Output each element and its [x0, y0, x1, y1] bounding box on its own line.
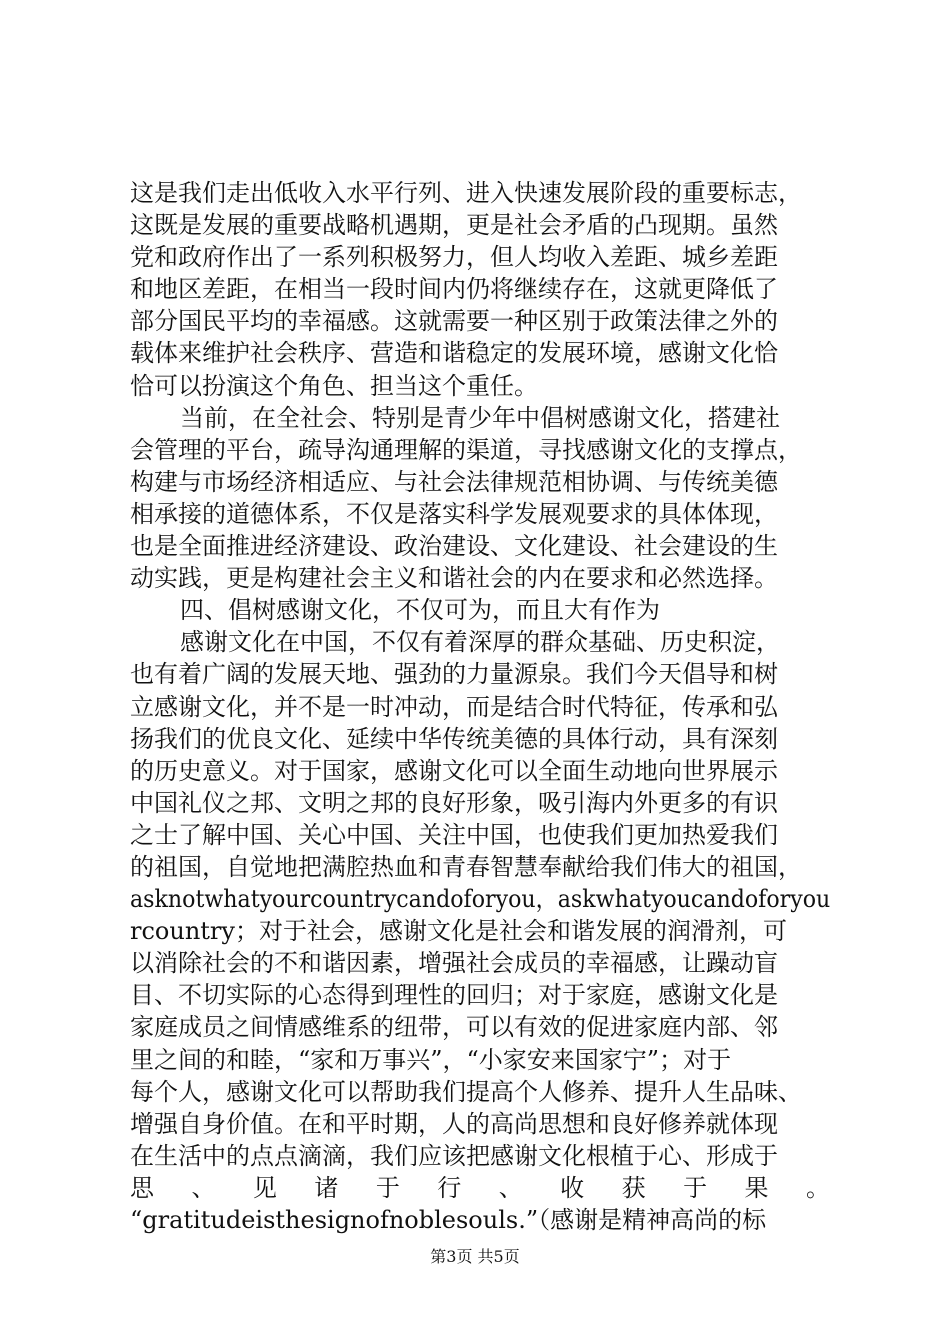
text-line: “gratitudeisthesignofnoblesouls.”（感谢是精神高尚的标: [130, 1206, 767, 1234]
spread-char: 思: [130, 1173, 154, 1202]
text-line: 构建与市场经济相适应、与社会法律规范相协调、与传统美德: [130, 467, 778, 496]
text-line: 这是我们走出低收入水平行列、进入快速发展阶段的重要标志，: [130, 179, 802, 207]
spread-char: 诸: [314, 1173, 339, 1202]
spread-char: 行: [437, 1173, 462, 1202]
text-line: 扬我们的优良文化、延续中华传统美德的具体行动，具有深刻: [130, 724, 778, 753]
text-line: 会管理的平台，疏导沟通理解的渠道，寻找感谢文化的支撑点，: [130, 435, 802, 464]
spread-char: 果: [744, 1173, 769, 1202]
text-line: 里之间的和睦，“家和万事兴”，“小家安来国家宁”；对于: [130, 1045, 732, 1074]
text-line: 这既是发展的重要战略机遇期，更是社会矛盾的凸现期。虽然: [130, 211, 778, 240]
text-line: 之士了解中国、关心中国、关注中国，也使我们更加热爱我们: [130, 820, 778, 849]
text-line: rcountry；对于社会，感谢文化是社会和谐发展的润滑剂，可: [130, 917, 787, 946]
text-line: 每个人，感谢文化可以帮助我们提高个人修养、提升人生品味、: [130, 1077, 802, 1106]
body-text: [130, 177, 830, 1236]
text-line: 在生活中的点点滴滴，我们应该把感谢文化根植于心、形成于: [130, 1141, 778, 1170]
text-line: 恰可以扮演这个角色、担当这个重任。: [130, 371, 538, 400]
text-line: 也是全面推进经济建设、政治建设、文化建设、社会建设的生: [130, 532, 778, 561]
text-line: 立感谢文化，并不是一时冲动，而是结合时代特征，传承和弘: [130, 692, 778, 721]
text-line: 当前，在全社会、特别是青少年中倡树感谢文化，搭建社: [180, 403, 780, 432]
spread-char: 。: [805, 1173, 830, 1202]
text-line: 相承接的道德体系，不仅是落实科学发展观要求的具体体现，: [130, 499, 778, 528]
text-line: 部分国民平均的幸福感。这就需要一种区别于政策法律之外的: [130, 307, 778, 336]
text-line: 党和政府作出了一系列积极努力，但人均收入差距、城乡差距: [130, 243, 778, 272]
page-number-footer: 第3页 共5页: [430, 1247, 520, 1266]
text-line: 增强自身价值。在和平时期，人的高尚思想和良好修养就体现: [130, 1109, 778, 1138]
text-line: 的祖国，自觉地把满腔热血和青春智慧奉献给我们伟大的祖国，: [130, 852, 802, 881]
spread-char: 、: [191, 1173, 216, 1202]
text-line: 家庭成员之间情感维系的纽带，可以有效的促进家庭内部、邻: [130, 1013, 778, 1042]
text-line: 也有着广阔的发展天地、强劲的力量源泉。我们今天倡导和树: [130, 660, 778, 689]
spread-char: 见: [252, 1173, 277, 1202]
spread-char: 获: [621, 1173, 646, 1202]
text-line: 目、不切实际的心态得到理性的回归；对于家庭，感谢文化是: [130, 981, 778, 1010]
spread-char: 于: [683, 1173, 708, 1202]
text-line: 以消除社会的不和谐因素，增强社会成员的幸福感，让躁动盲: [130, 949, 778, 978]
text-line: 和地区差距，在相当一段时间内仍将继续存在，这就更降低了: [130, 275, 778, 304]
text-line: 的历史意义。对于国家，感谢文化可以全面生动地向世界展示: [130, 756, 778, 785]
text-line: 中国礼仪之邦、文明之邦的良好形象，吸引海内外更多的有识: [130, 788, 778, 817]
spread-char: 收: [560, 1173, 585, 1202]
spread-text-line: [130, 1172, 830, 1204]
section-heading: 四、倡树感谢文化，不仅可为，而且大有作为: [180, 596, 660, 625]
spread-char: 于: [375, 1173, 400, 1202]
spread-char: 、: [498, 1173, 523, 1202]
text-line: 载体来维护社会秩序、营造和谐稳定的发展环境，感谢文化恰: [130, 339, 778, 368]
text-line: asknotwhatyourcountrycandoforyou，askwhatyoucandoforyou: [130, 885, 831, 914]
text-line: 感谢文化在中国，不仅有着深厚的群众基础、历史积淀，: [180, 628, 780, 657]
text-line: 动实践，更是构建社会主义和谐社会的内在要求和必然选择。: [130, 564, 778, 593]
